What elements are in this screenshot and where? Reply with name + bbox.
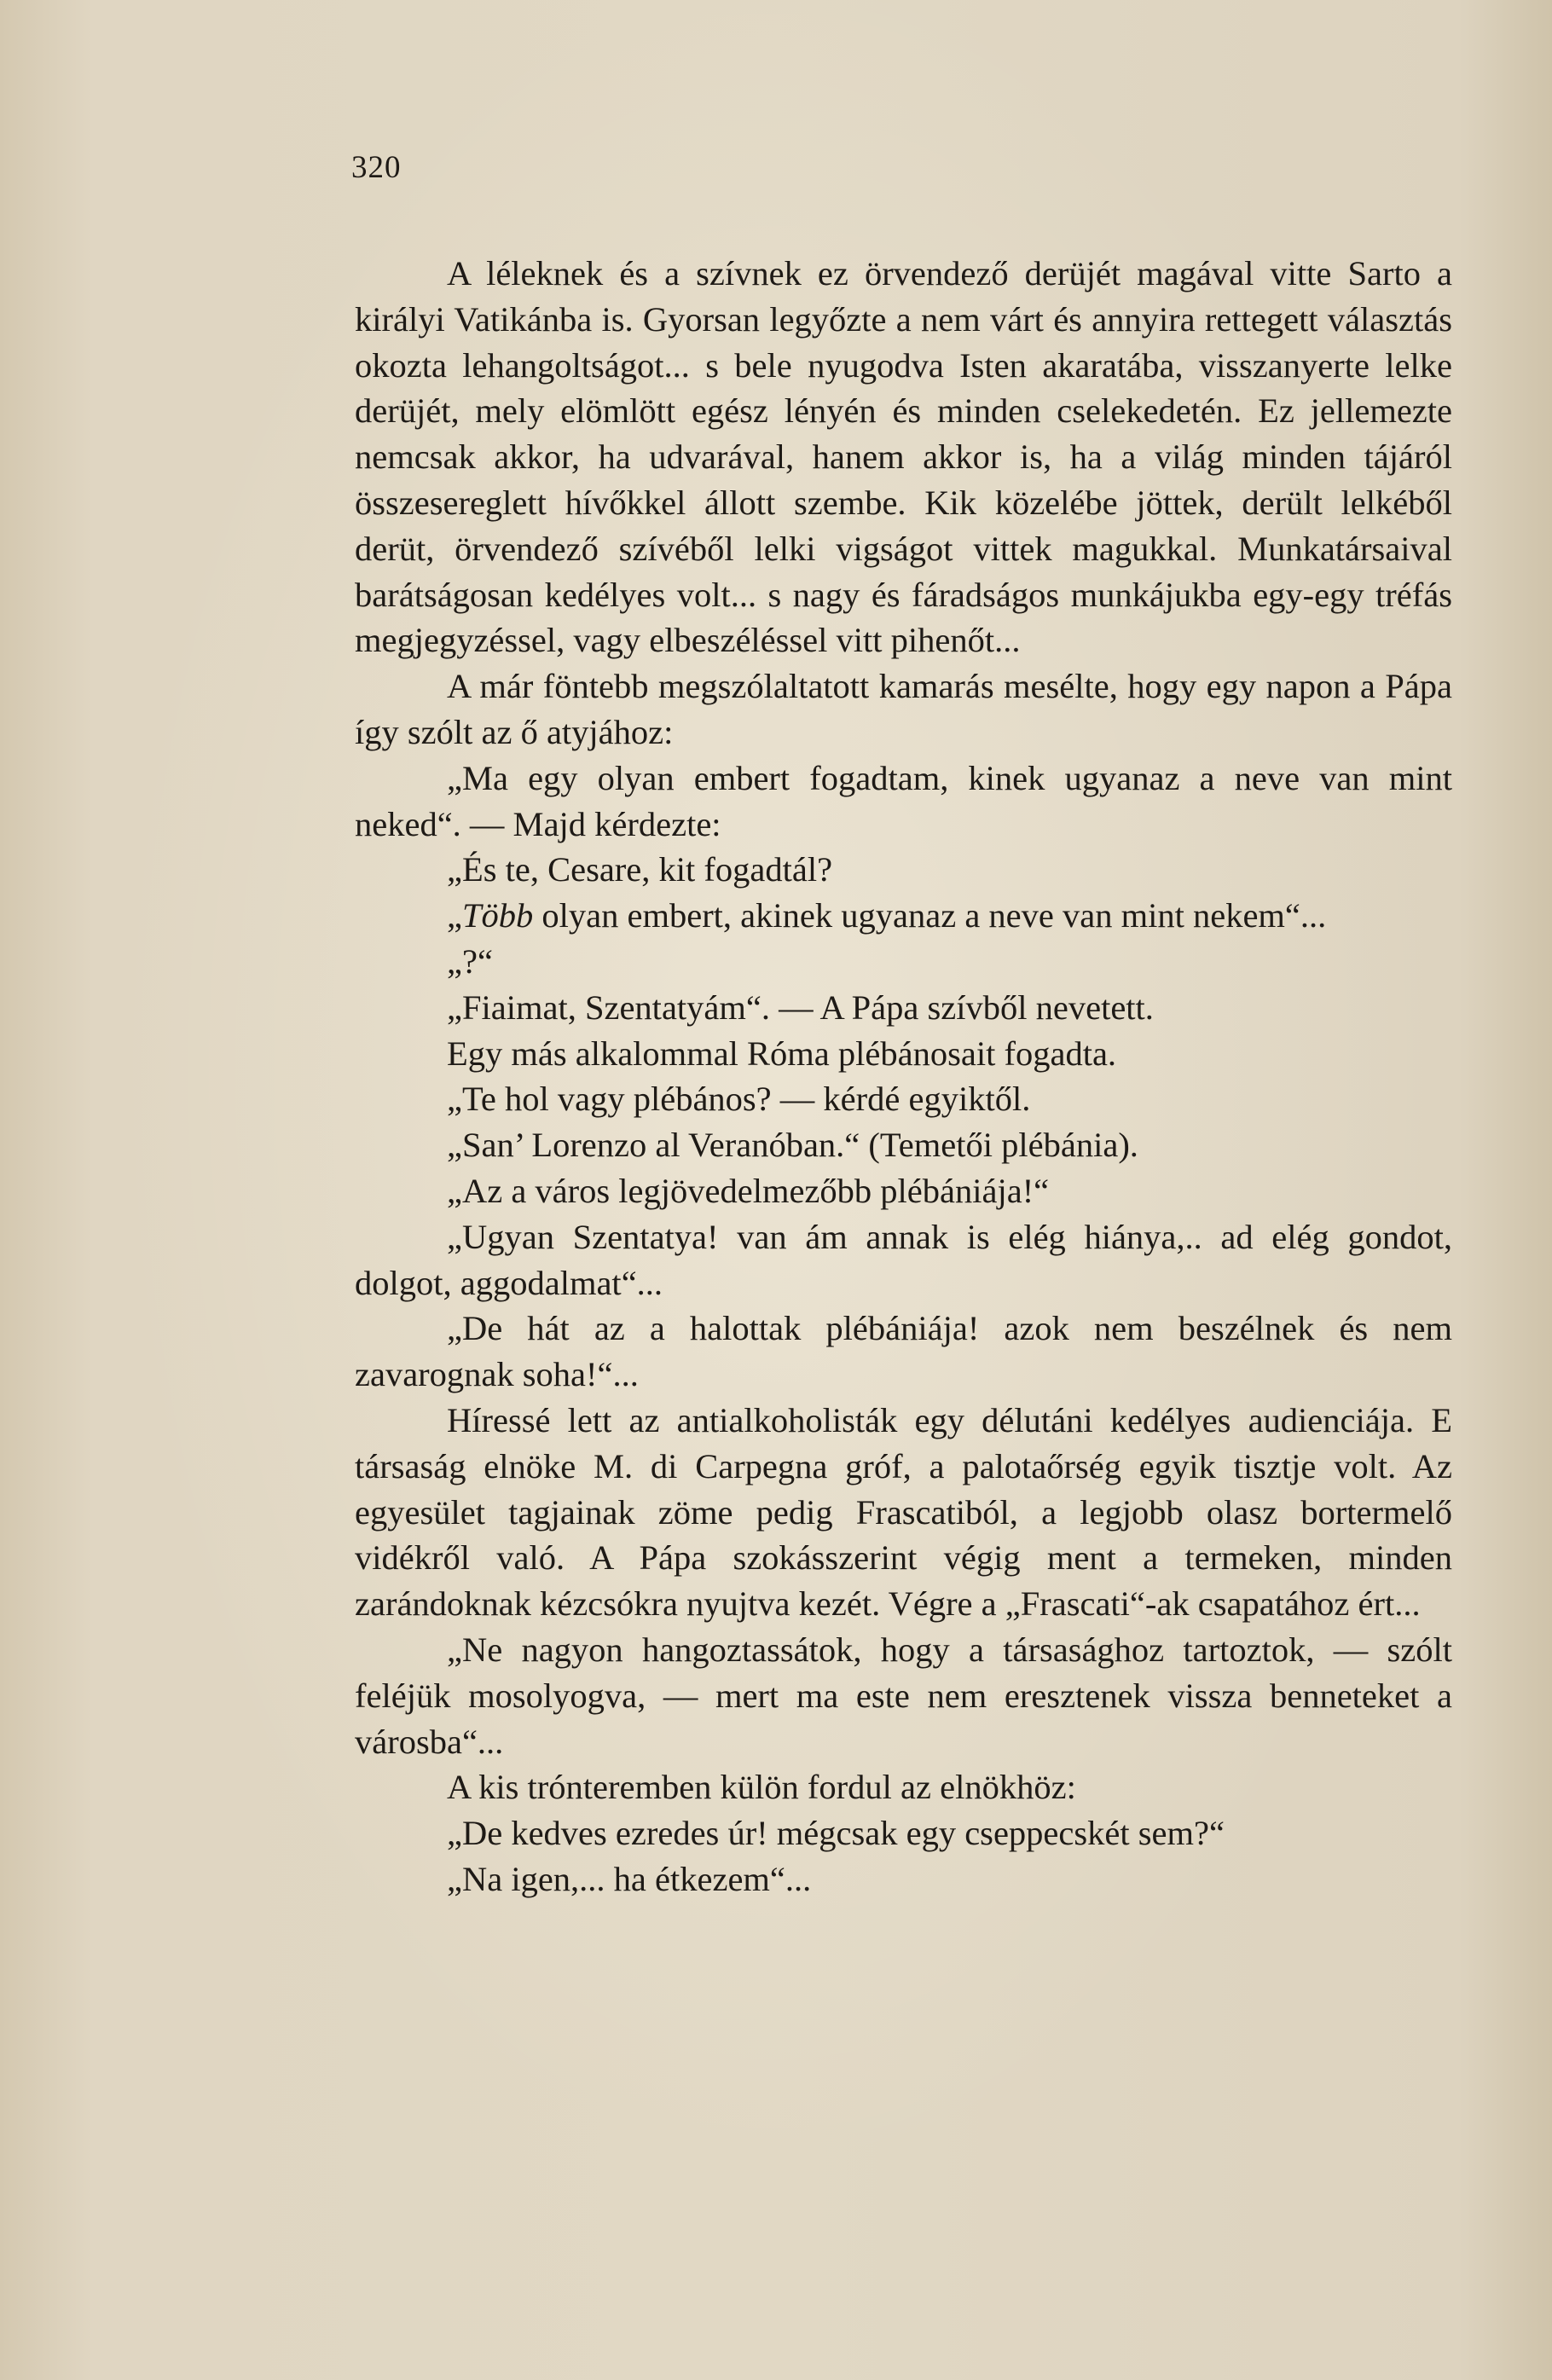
paragraph-4: Híressé lett az antialkoholisták egy délutáni kedélyes audienciája. E társaság elnöke M. di Carpegna gróf, a palotaőrség egyik tisztje volt. Az egyesület tagjainak zöme pedig Frascatiból, a legjobb olasz bortermelő vidékről való. A Pápa szokásszerint végig ment a termeken, minden zarándoknak kézcsókra nyujtva kezét. Végre a „Frascati“-ak csapatához ért... [355, 1400, 1452, 1624]
dialog-line-2: „És te, Cesare, kit fogadtál? [447, 850, 833, 889]
paragraph-1: A léleknek és a szívnek ez örvendező derüjét magával vitte Sarto a királyi Vatikánba is. Gyorsan legyőzte a nem várt és annyira rettegett választás okozta lehangoltságot... s bele nyugodva Isten akaratába, visszanyerte lelke derüjét, mely elömlött egész lényén és minden cselekedetén. Ez jellemezte nemcsak akkor, ha udvarával, hanem akkor is, ha a világ minden tájáról összesereglett hívőkkel állott szembe. Kik közelébe jöttek, derült lelkéből derüt, örvendező szívéből lelki vigságot vittek magukkal. Munkatársaival barátságosan kedélyes volt... s nagy és fáradságos munkájukba egy-egy tréfás megjegyzéssel, vagy elbeszéléssel vitt pihenőt... [355, 254, 1452, 660]
page-number: 320 [351, 150, 402, 185]
dialog-line-3-rest: olyan embert, akinek ugyanaz a neve van mint nekem“... [533, 896, 1327, 935]
quote-open: „ [447, 896, 462, 935]
dialog-line-6: „Te hol vagy plébános? — kérdé egyiktől. [447, 1080, 1031, 1119]
dialog-line-7: „San’ Lorenzo al Veranóban.“ (Temetői plébánia). [447, 1126, 1138, 1165]
dialog-line-3 [355, 893, 1452, 939]
dialog-line-8: „Az a város legjövedelmezőbb plébániája!“ [447, 1171, 1050, 1210]
italic-word: Több [461, 896, 534, 935]
dialog-line-12: „De kedves ezredes úr! mégcsak egy cseppecskét sem?“ [447, 1814, 1225, 1853]
dialog-line-5: „Fiaimat, Szentatyám“. — A Pápa szívből nevetett. [447, 987, 1154, 1027]
dialog-line-10: „De hát az a halottak plébániája! azok nem beszélnek és nem zavarognak soha!“... [355, 1309, 1452, 1394]
paragraph-3: Egy más alkalommal Róma plébánosait fogadta. [447, 1034, 1117, 1073]
dialog-line-1: „Ma egy olyan embert fogadtam, kinek ugyanaz a neve van mint neked“. — Majd kérdezte: [355, 758, 1452, 843]
body-text [355, 251, 1452, 1902]
paragraph-5: A kis trónteremben külön fordul az elnökhöz: [447, 1768, 1076, 1807]
dialog-line-13: „Na igen,... ha étkezem“... [447, 1859, 812, 1898]
dialog-line-4: „?“ [447, 941, 493, 981]
dialog-line-11: „Ne nagyon hangoztassátok, hogy a társasághoz tartoztok, — szólt feléjük mosolyogva, — mert ma este nem eresztenek vissza benneteket a városba“... [355, 1630, 1452, 1761]
dialog-line-9: „Ugyan Szentatya! van ám annak is elég hiánya,.. ad elég gondot, dolgot, aggodalmat“... [355, 1217, 1452, 1302]
paragraph-2: A már föntebb megszólaltatott kamarás mesélte, hogy egy napon a Pápa így szólt az ő atyjához: [355, 667, 1452, 751]
